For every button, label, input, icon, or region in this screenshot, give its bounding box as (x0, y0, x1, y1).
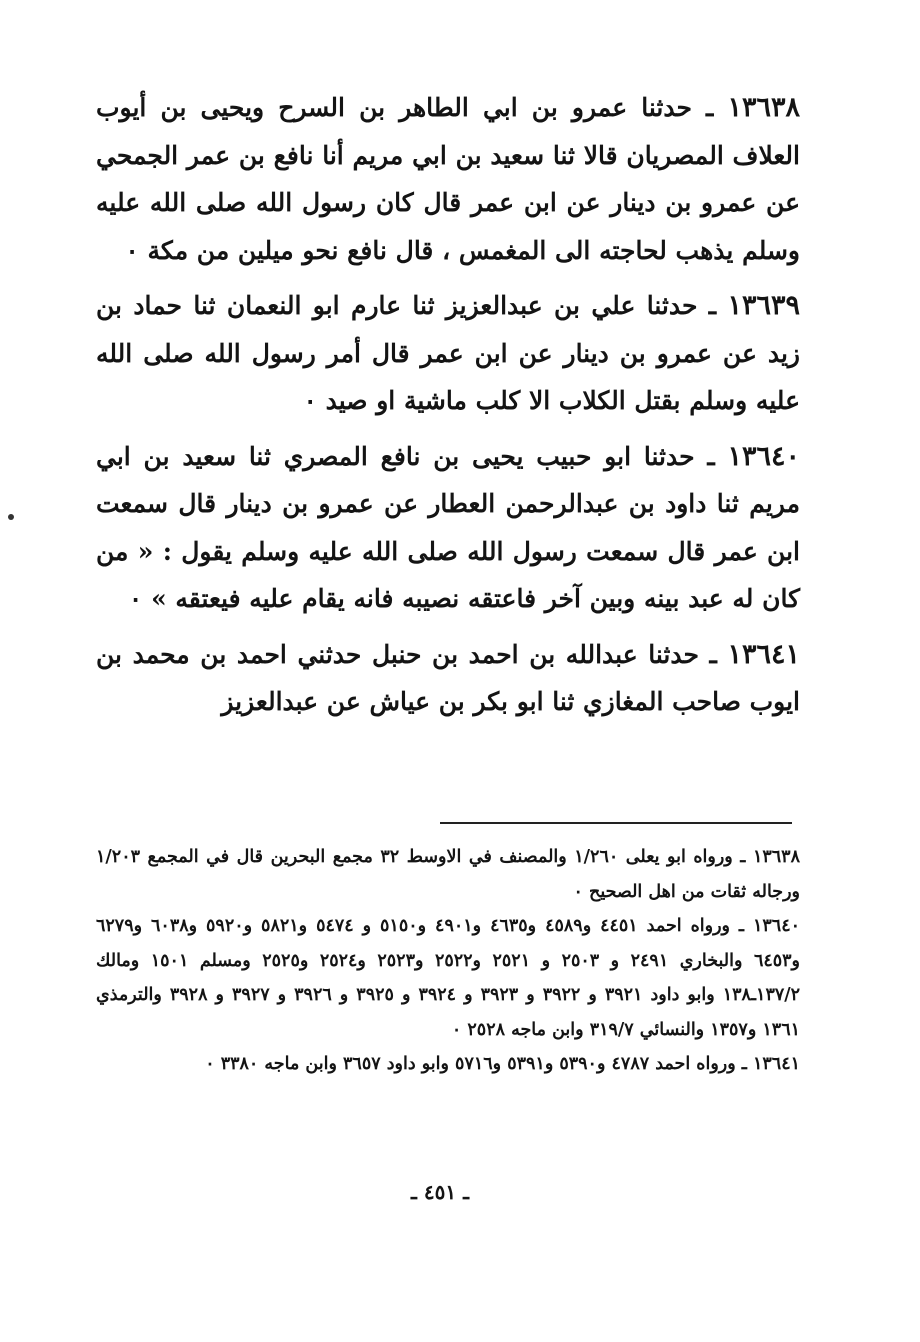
hadith-number: ١٣٦٤٠ (727, 440, 800, 472)
footnote-13638: ١٣٦٣٨ ـ ورواه ابو يعلى ١/٢٦٠ والمصنف في الاوسط ٣٢ مجمع البحرين قال في المجمع ١/٢٠٣ ورجاله ثقات من اهل الصحيح ٠ (96, 847, 800, 902)
footnotes (96, 840, 800, 1082)
hadith-13639 (96, 282, 800, 425)
footnote-13640: ١٣٦٤٠ ـ ورواه احمد ٤٤٥١ و٤٥٨٩ و٤٦٣٥ و٤٩٠١ و٥١٥٠ و ٥٤٧٤ و٥٨٢١ و٥٩٢٠ و٦٠٣٨ و٦٢٧٩ و٦٤٥٣ والبخاري ٢٤٩١ و ٢٥٠٣ و ٢٥٢١ و٢٥٢٢ و٢٥٢٣ و٢٥٢٤ و٢٥٢٥ ومسلم ١٥٠١ ومالك ١٣٧/٢ـ١٣٨ وابو داود ٣٩٢١ و ٣٩٢٢ و ٣٩٢٣ و ٣٩٢٤ و ٣٩٢٥ و ٣٩٢٦ و ٣٩٢٧ و ٣٩٢٨ والترمذي ١٣٦١ و١٣٥٧ والنسائي ٣١٩/٧ وابن ماجه ٢٥٢٨ ٠ (96, 916, 801, 1040)
footnote-13641: ١٣٦٤١ ـ ورواه احمد ٤٧٨٧ و٥٣٩٠ و٥٣٩١ و٥٧١٦ وابو داود ٣٦٥٧ وابن ماجه ٣٣٨٠ ٠ (205, 1054, 800, 1074)
hadith-13638 (96, 84, 800, 274)
hadith-text: ـ حدثنا علي بن عبدالعزيز ثنا عارم ابو النعمان ثنا حماد بن زيد عن عمرو بن دينار عن ابن عمر قال أمر رسول الله صلى الله عليه وسلم بقتل الكلاب الا كلب ماشية او صيد ٠ (96, 291, 800, 415)
hadith-13641 (96, 631, 800, 726)
hadith-number: ١٣٦٣٩ (727, 290, 800, 321)
footnote-divider (440, 822, 792, 824)
page-number: ـ ٤٥١ ـ (411, 1180, 469, 1204)
hadith-number: ١٣٦٤١ (727, 638, 800, 670)
hadith-text: ـ حدثنا عبدالله بن احمد بن حنبل حدثني احمد بن محمد بن ايوب صاحب المغازي ثنا ابو بكر بن عياش عن عبدالعزيز (96, 639, 800, 716)
hadith-number: ١٣٦٣٨ (727, 92, 800, 123)
main-text (96, 84, 800, 734)
hadith-text: ـ حدثنا عمرو بن ابي الطاهر بن السرح ويحيى بن أيوب العلاف المصريان قالا ثنا سعيد بن ابي مريم أنا نافع بن عمر الجمحي عن عمرو بن دينار عن ابن عمر قال كان رسول الله صلى الله عليه وسلم يذهب لحاجته الى المغمس ، قال نافع نحو ميلين من مكة ٠ (96, 93, 800, 265)
margin-dot (8, 514, 14, 520)
hadith-13640 (96, 433, 800, 623)
hadith-text: ـ حدثنا ابو حبيب يحيى بن نافع المصري ثنا سعيد بن ابي مريم ثنا داود بن عبدالرحمن العطار عن عمرو بن دينار قال سمعت ابن عمر قال سمعت رسول الله صلى الله عليه وسلم يقول : « من كان له عبد بينه وبين آخر فاعتقه نصيبه فانه يقام عليه فيعتقه » ٠ (96, 441, 800, 613)
